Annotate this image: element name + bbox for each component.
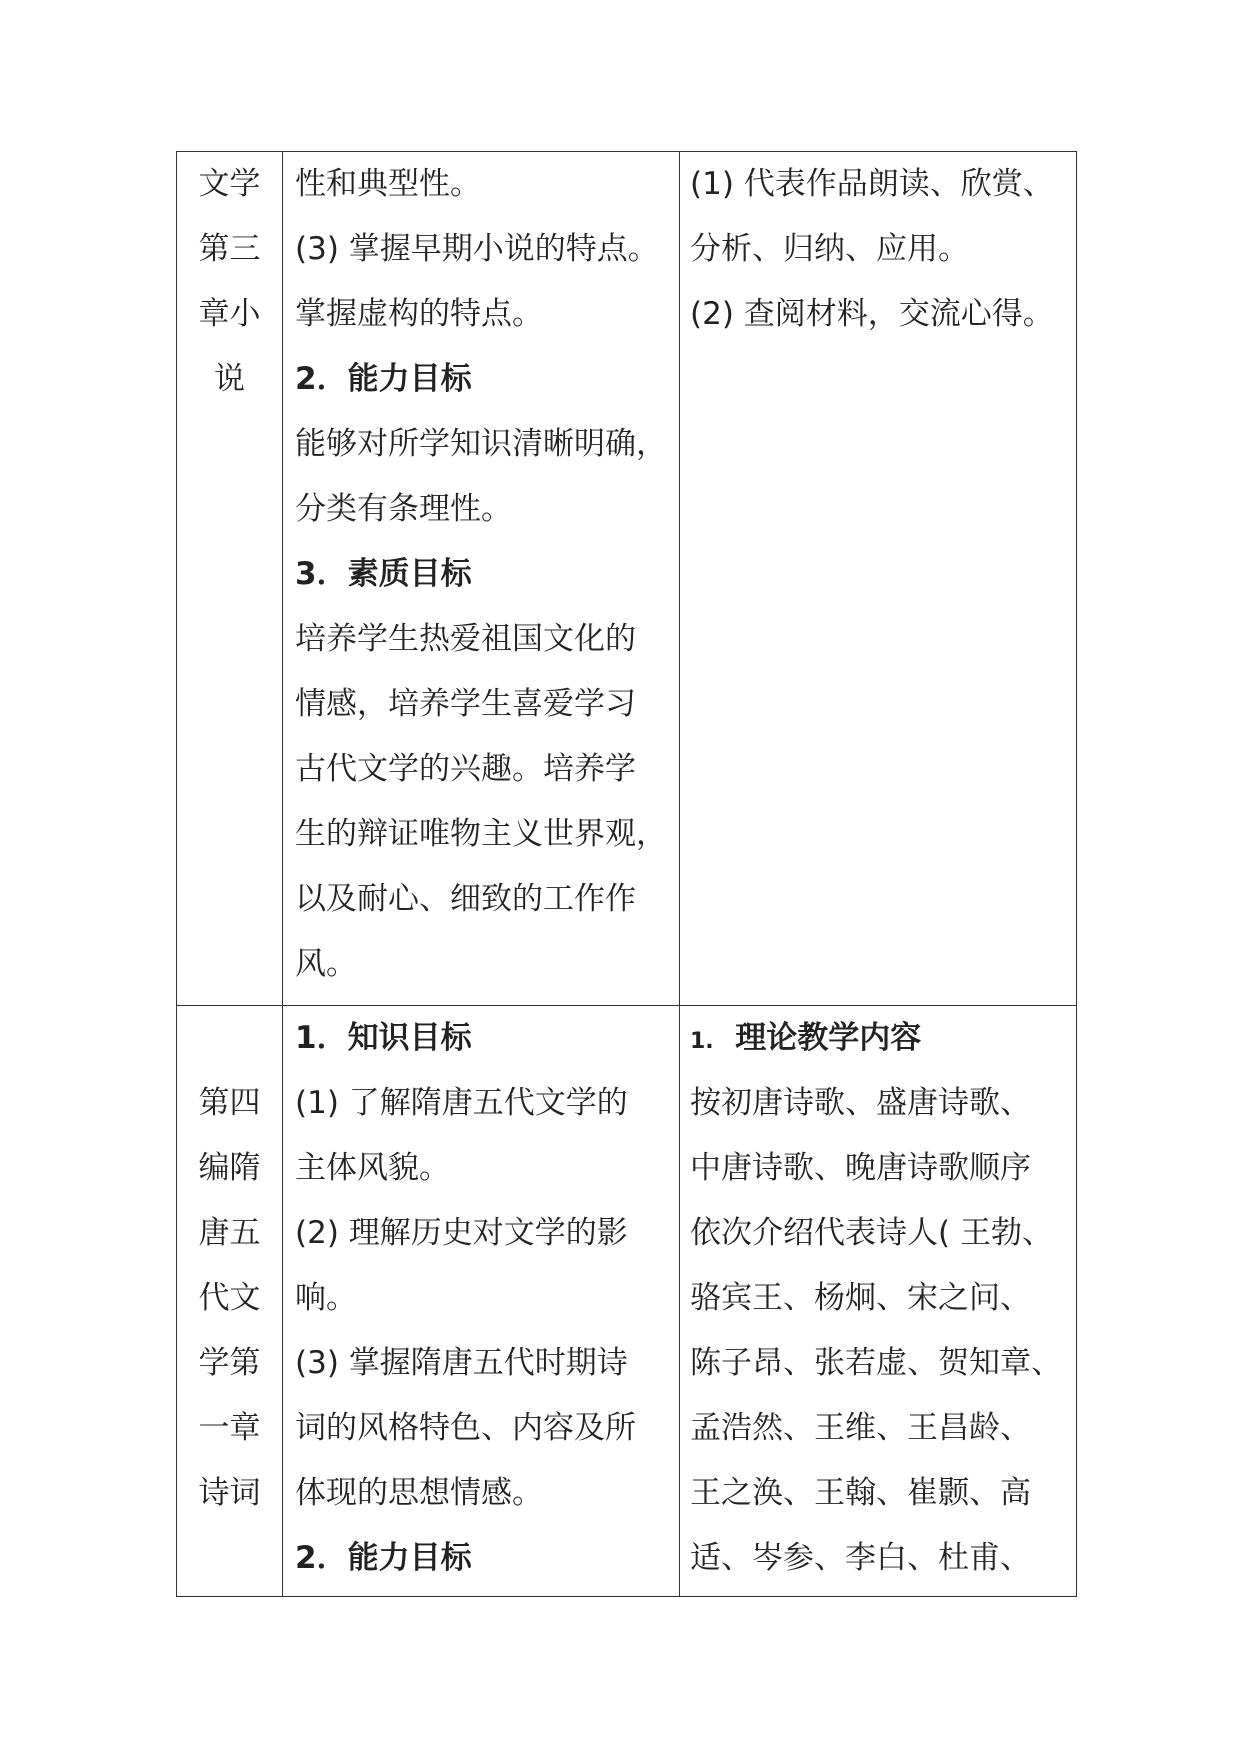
content-heading-text: 理论教学内容	[735, 1020, 922, 1056]
text-line: 情感，培养学生喜爱学习	[295, 686, 636, 722]
chapter-title-line: 学第	[198, 1345, 261, 1381]
chapter-title-line: 文学	[198, 166, 261, 202]
methods-cell	[680, 152, 1077, 1006]
chapter-title-line: 代文	[198, 1280, 261, 1316]
section-heading: 1．知识目标	[295, 1020, 472, 1056]
chapter-title-line	[187, 1006, 272, 1071]
text-line: (2) 查阅材料，交流心得。	[690, 296, 1054, 332]
objectives-cell	[283, 152, 680, 1006]
text-line: 培养学生热爱祖国文化的	[295, 621, 636, 657]
syllabus-table	[176, 151, 1077, 1597]
text-line: (2) 理解历史对文学的影	[295, 1215, 628, 1251]
text-line: 分类有条理性。	[295, 491, 512, 527]
text-line: 依次介绍代表诗人( 王勃、	[690, 1215, 1053, 1251]
text-line: 孟浩然、王维、王昌龄、	[690, 1410, 1031, 1446]
text-line: 中唐诗歌、晚唐诗歌顺序	[690, 1150, 1031, 1186]
text-line: 古代文学的兴趣。培养学	[295, 751, 636, 787]
content-cell	[680, 1006, 1077, 1597]
chapter-title-line: 唐五	[198, 1215, 261, 1251]
content-heading-number: 1.	[690, 1029, 714, 1054]
text-line: 陈子昂、张若虚、贺知章、	[690, 1345, 1062, 1381]
text-line: 掌握虚构的特点。	[295, 296, 543, 332]
table-row	[177, 152, 1077, 1006]
section-heading: 2．能力目标	[295, 361, 472, 397]
text-line: 以及耐心、细致的工作作	[295, 881, 636, 917]
text-line: 能够对所学知识清晰明确，	[295, 426, 667, 462]
text-line: 骆宾王、杨炯、宋之问、	[690, 1280, 1031, 1316]
text-line: 性和典型性。	[295, 166, 481, 202]
section-heading: 2．能力目标	[295, 1540, 472, 1576]
text-line: 生的辩证唯物主义世界观，	[295, 816, 667, 852]
text-line: 体现的思想情感。	[295, 1475, 543, 1511]
chapter-title-line: 第三	[198, 231, 261, 267]
text-line: (3) 掌握早期小说的特点。	[295, 231, 659, 267]
section-heading: 3．素质目标	[295, 556, 472, 592]
text-line: 响。	[295, 1280, 357, 1316]
text-line: 主体风貌。	[295, 1150, 450, 1186]
text-line: (3) 掌握隋唐五代时期诗	[295, 1345, 628, 1381]
text-line: 按初唐诗歌、盛唐诗歌、	[690, 1085, 1031, 1121]
chapter-cell	[177, 1006, 283, 1597]
text-line: (1) 代表作品朗读、欣赏、	[690, 166, 1054, 202]
table-row	[177, 1006, 1077, 1597]
text-line: (1) 了解隋唐五代文学的	[295, 1085, 628, 1121]
chapter-title-line: 编隋	[198, 1150, 261, 1186]
objectives-cell	[283, 1006, 680, 1597]
text-line: 分析、归纳、应用。	[690, 231, 969, 267]
chapter-title-line: 一章	[198, 1410, 261, 1446]
chapter-title-line: 诗词	[198, 1475, 261, 1511]
chapter-title-line: 说	[214, 361, 245, 397]
chapter-cell	[177, 152, 283, 1006]
content-heading	[690, 1006, 1070, 1071]
chapter-title-line: 章小	[198, 296, 261, 332]
chapter-title-line: 第四	[198, 1085, 261, 1121]
text-line: 王之涣、王翰、崔颢、高	[690, 1475, 1031, 1511]
text-line: 适、岑参、李白、杜甫、	[690, 1540, 1031, 1576]
text-line: 词的风格特色、内容及所	[295, 1410, 636, 1446]
text-line: 风。	[295, 946, 357, 982]
